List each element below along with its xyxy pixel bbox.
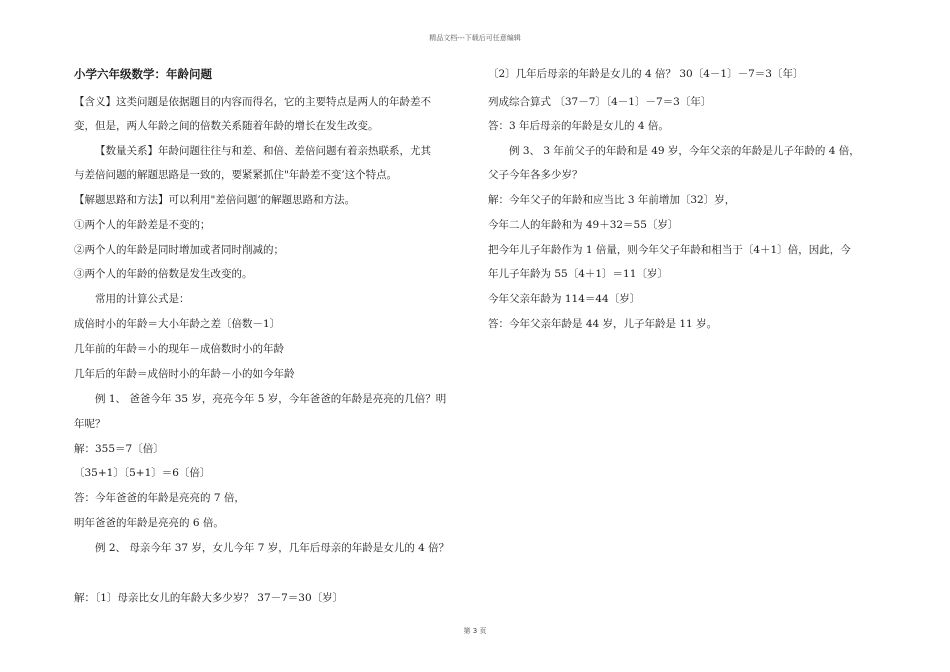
answer-line: 答：3 年后母亲的年龄是女儿的 4 倍。	[488, 120, 669, 132]
text-line: 常用的计算公式是：	[95, 293, 190, 305]
text-line: 【含义】这类问题是依据题目的内容而得名，它的主要特点是两人的年龄差不	[74, 96, 431, 108]
document-title: 小学六年级数学：年龄问题	[74, 67, 212, 81]
solution-line: 列成综合算式 〔37－7〕〔4－1〕－7＝3〔年〕	[488, 96, 712, 108]
page-header: 精品文档---下载后可任意编辑	[429, 34, 521, 42]
text-line: 与差倍问题的解题思路是一致的，要紧紧抓住"年龄差不变’这个特点。	[74, 169, 398, 181]
example-line: 例 1、 爸爸今年 35 岁，亮亮今年 5 岁，今年爸爸的年龄是亮亮的几倍？明	[95, 393, 447, 405]
formula-line: 几年后的年龄＝成倍时小的年龄－小的如今年龄	[74, 368, 295, 380]
list-item: ①两个人的年龄差是不变的；	[74, 219, 211, 231]
solution-line: 年儿子年龄为 55〔4＋1〕＝11〔岁〕	[488, 268, 668, 280]
solution-line: 解：355＝7〔倍〕	[74, 443, 164, 455]
list-item: ②两个人的年龄是同时增加或者同时削减的；	[74, 244, 284, 256]
solution-line: 〔2〕几年后母亲的年龄是女儿的 4 倍？ 30〔4－1〕－7＝3〔年〕	[488, 68, 804, 80]
solution-line: 把今年儿子年龄作为 1 倍量，则今年父子年龄和相当于〔4＋1〕倍，因此，今	[488, 244, 851, 256]
text-line: 【解题思路和方法】可以利用"差倍问题’的解题思路和方法。	[74, 194, 356, 206]
solution-line: 今年父亲年龄为 114＝44〔岁〕	[488, 293, 641, 305]
formula-line: 几年前的年龄＝小的现年－成倍数时小的年龄	[74, 343, 284, 355]
text-line: 变，但是，两人年龄之间的倍数关系随着年龄的增长在发生改变。	[74, 120, 379, 132]
answer-line: 明年爸爸的年龄是亮亮的 6 倍。	[74, 517, 224, 529]
text-line: 父子今年各多少岁？	[488, 169, 583, 181]
solution-line: 解：今年父子的年龄和应当比 3 年前增加〔32〕岁，	[488, 194, 736, 206]
example-line: 例 3、 3 年前父子的年龄和是 49 岁，今年父亲的年龄是儿子年龄的 4 倍，	[509, 145, 860, 157]
answer-line: 答：今年爸爸的年龄是亮亮的 7 倍，	[74, 492, 245, 504]
answer-line: 答：今年父亲年龄是 44 岁，儿子年龄是 11 岁。	[488, 318, 718, 330]
solution-line: 今年二人的年龄和为 49＋32＝55〔岁〕	[488, 219, 679, 231]
formula-line: 成倍时小的年龄＝大小年龄之差〔倍数－1〕	[74, 318, 281, 330]
solution-line: 解：〔1〕母亲比女儿的年龄大多少岁？ 37－7＝30〔岁〕	[74, 592, 344, 604]
list-item: ③两个人的年龄的倍数是发生改变的。	[74, 268, 253, 280]
solution-line: 〔35+1〕〔5+1〕＝6〔倍〕	[74, 467, 211, 479]
page-number: 第 3 页	[463, 627, 487, 635]
text-line: 【数量关系】年龄问题往往与和差、和倍、差倍问题有着亲热联系，尤其	[95, 145, 431, 157]
example-line: 例 2、 母亲今年 37 岁，女儿今年 7 岁，几年后母亲的年龄是女儿的 4 倍？	[95, 542, 450, 554]
text-line: 年呢？	[74, 418, 106, 430]
